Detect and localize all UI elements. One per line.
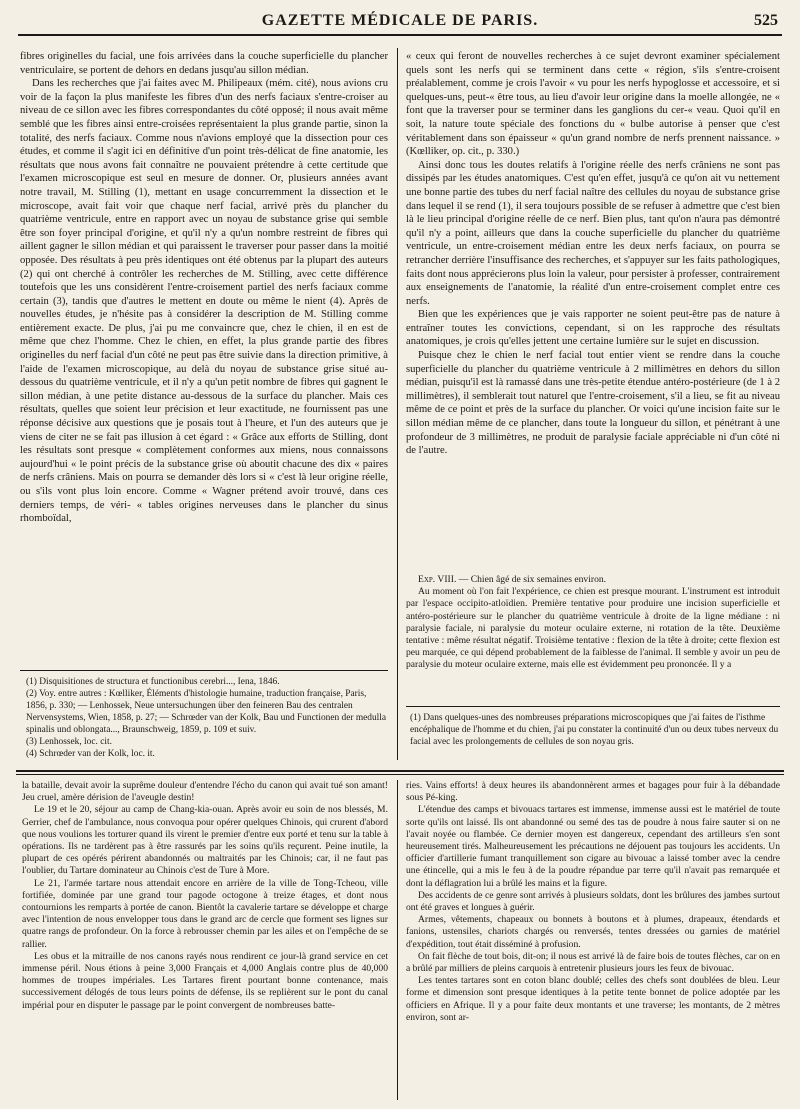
experiment-section <box>406 574 780 694</box>
paragraph: la bataille, devait avoir la suprême douleur d'entendre l'écho du canon qui avait tué son amant! Jeu cruel, amère dérision de l'aveugle destin! <box>22 780 388 804</box>
paragraph: Armes, vêtements, chapeaux ou bonnets à boutons et à plumes, drapeaux, étendards et fanions, ustensiles, chariots chargés ou renversés, tentes dressées ou garnies de matériel d'expédition, tout était disséminé à profusion. <box>406 914 780 950</box>
top-right-column <box>406 50 780 570</box>
paragraph: Le 21, l'armée tartare nous attendait encore en arrière de la ville de Tong-Tcheou, ville fortifiée, dominée par une grand tour pagode octogone à treize étages, et dont nous contournions les remparts à portée de canon. Bientôt la cavalerie tartare se développe et charge avec l'intention de nous envelopper tous dans le grand arc de cercle que forment ses lignes sur quatre rangs de profondeur. On la force à rebrousser chemin par les ailes et on l'empêche de se rallier. <box>22 877 388 950</box>
paragraph: Les tentes tartares sont en coton blanc doublé; celles des chefs sont doublées de bleu. Leur forme et dimension sont presque identiques à la petite tente bonnet de police adoptée par les officiers en Afrique. Il y a pour faite deux montants et une traverse; les montants, de 2 mètres environ, sont ar- <box>406 975 780 1023</box>
top-left-column <box>20 50 388 662</box>
footnote-rule <box>406 706 780 707</box>
paragraph: fibres originelles du facial, une fois arrivées dans la couche superficielle du plancher ventriculaire, se portent de dehors en dedans jusqu'au sillon médian. <box>20 51 388 76</box>
footnote: (1) Disquisitiones de structura et functionibus cerebri..., Iena, 1846. <box>26 677 280 687</box>
paragraph: Le 19 et le 20, séjour au camp de Chang-kia-ouan. Après avoir eu soin de nos blessés, M. Gerrier, chef de l'ambulance, nous convoqua pour opérer quelques Chinois, qui crurent d'abord que nous voulions les torturer quand ils virent le premier d'entre eux porté et tenu sur la table à opérations. Ils ne tardèrent pas à être rassurés par les soins qu'ils reçurent. Peine inutile, la plupart de ces opérés périrent abandonnés ou maltraités par les Chinois; car, il ne faut pas l'oublier, du Tartare dominateur au Chinois c'est de Ture à More. <box>22 804 388 877</box>
feuilleton-rule <box>16 770 784 772</box>
paragraph: Ainsi donc tous les doutes relatifs à l'origine réelle des nerfs crâniens ne sont pas dissipés par les études anatomiques. C'est qu'en effet, jusqu'à ce qu'on ait vu nettement une bonne partie des tubes du nerf facial naître des cellules du noyau de substance grise dans lequel il se rend (1), il sera toujours possible de se refuser à admettre que c'est bien là le lieu principal d'origine réelle de ce nerf. Bien plus, tant qu'on n'aura pas démontré qu'il n'y a point, ailleurs que dans la couche superficielle du plancher du quatrième ventricule, un entre-croisement médian entre les deux nerfs faciaux, on pourra se retrancher derrière l'insuffisance des recherches, et s'appuyer sur les faits pathologiques, faits dont nous apprécierons plus loin la valeur, pour persister à professer, contrairement aux enseignements de l'anatomie, la réalité d'un entre-croisement complet entre ces nerfs. <box>406 159 780 307</box>
footnote: (1) Dans quelques-unes des nombreuses préparations microscopiques que j'ai faites de l'isthme encéphalique de l'homme et du chien, j'ai pu constater la continuité d'un ou deux tubes nerveux du facial avec les prolongements de cellules de son noyau gris. <box>410 713 779 747</box>
footnote: (4) Schrœder van der Kolk, loc. it. <box>26 749 155 759</box>
experiment-heading <box>406 574 780 586</box>
feuilleton-left-column <box>22 780 388 1100</box>
paragraph: Dans les recherches que j'ai faites avec M. Philipeaux (mém. cité), nous avions cru voir de la façon la plus manifeste les fibres d'un des nerfs faciaux s'entre-croiser au niveau de ce sillon avec les fibres correspondantes du côté opposé; il nous avait même semblé que les fibres ainsi entre-croisées représentaient la plus grande partie, sinon la totalité, des nerfs faciaux. Comme nous n'avions employé que la dissection pour ces études, et comme il s'agit ici en définitive d'un point très-délicat de fine anatomie, les résultats que nous avons fait connaître ne pouvaient prétendre à cette certitude que l'examen microscopique est seul en mesure de donner. Or, plusieurs années avant notre travail, M. Stilling (1), mettant en usage concurremment la dissection et le microscope, avait fait voir que chaque nerf facial, arrivé près du plancher du quatrième ventricule, entre en rapport avec un noyau de substance grise qui semble être son foyer principal d'origine, et qu'il n'y a qu'un nombre restreint de fibres qui aillent gagner le sillon médian et qui paraissent le traverser pour passer dans la moitié opposée. Des résultats à peu près identiques ont été obtenus par la plupart des auteurs (2) qui ont cherché à contrôler les recherches de M. Stilling, avec cette différence toutefois que les uns considèrent l'entre-croisement partiel des nerfs faciaux comme certain (3), tandis que d'autres le mettent en doute ou même le nient (4). Après de nouvelles études, je n'hésite pas à considérer la description de M. Stilling comme entièrement exacte. De plus, j'ai pu me convaincre que, chez le chien, il en est de même que chez l'homme. Chez le chien, en effet, la plus grande partie des fibres originelles du nerf facial d'un côté ne peut pas être suivie dans la direction primitive, à l'aide de l'examen microscopique, au delà du noyau de substance grise situé au-dessous du quatrième ventricule, et il n'y a qu'un petit nombre de fibres qui gagnent le sillon médian, à une petite distance au-dessous de la surface du plancher. Mais ces résultats, quelles que soient leur précision et leur exactitude, ne fournissent pas une réponse décisive aux questions que je posais tout à l'heure, et l'un des auteurs que je viens de citer ne se fait pas illusion à cet égard : « Grâce aux efforts de Stilling, dont les résultats sont presque « complètement conformes aux miens, nous connaissons aujourd'hui « le point précis de la substance grise où aboutit chacune des dix « paires de nerfs crâniens. Mais on pourra se demander dès lors si « c'est là leur origine réelle, ou s'ils vont plus loin encore. Comme « Wagner prétend avoir trouvé, dans ces derniers temps, de véri- « tables origines nerveuses dans le plancher du sinus rhomboïdal, <box>20 78 388 525</box>
footnotes-right <box>410 712 780 764</box>
paragraph: « ceux qui feront de nouvelles recherches à ce sujet devront examiner spécialement quels sont les nerfs qui se terminent dans cette « région, s'ils s'entre-croisent préalablement, comme je crois l'avoir « vu pour les nerfs hypoglosse et accessoire, et si quelques-uns, peut-« être tous, au lieu d'avoir leur origine dans la moelle allongée, ne « font que la traverser pour se terminer dans les ganglions du cer-« veau. Quoi qu'il en soit, la nature toute spéciale des fonctions du « bulbe autorise à penser que c'est véritablement dans son épaisseur « qu'un grand nombre de nerfs prennent naissance. » (Kœlliker, op. cit., p. 330.) <box>406 51 780 158</box>
footnote-rule <box>20 670 388 671</box>
paragraph: Les obus et la mitraille de nos canons rayés nous rendirent ce jour-là grand service en cet immense péril. Nous étions à peine 3,000 Français et 4,000 Anglais contre plus de 40,000 hommes de troupes impériales. Les Tartares firent pourtant bonne contenance, mais successivement délogés de tous leurs points de défense, ils se replièrent sur le pont du canal impérial pour en disputer le passage par le point convergent de nombreuses batte- <box>22 950 388 1011</box>
page-header <box>18 12 782 36</box>
paragraph: ries. Vains efforts! à deux heures ils abandonnèrent armes et bagages pour fuir à la débandade sous Pé-king. <box>406 780 780 804</box>
paragraph: On fait flèche de tout bois, dit-on; il nous est arrivé là de faire bois de toutes flèches, car on en a brûlé par milliers de pleins carquois à entretenir plusieurs jours les feux de bivouac. <box>406 950 780 975</box>
column-separator <box>397 48 398 760</box>
footnote: (2) Voy. entre autres : Kœlliker, Éléments d'histologie humaine, traduction française, Paris, 1856, p. 330; — Lenhossek, Neue untersuchungen über den feineren Bau des centralen Nervensystems, Wien, 1858, p. 27; — Schrœder van der Kolk, Bau und Functionen der medulla spinalis und oblongata..., Braunschweig, 1859, p. 109 et suiv. <box>26 689 387 735</box>
experiment-label: Exp. VIII. <box>418 574 457 585</box>
paragraph: Bien que les expériences que je vais rapporter ne soient peut-être pas de nature à entraîner toutes les convictions, cependant, si on les rapproche des résultats anatomiques, je crois qu'elles jettent une certaine lumière sur le sujet en discussion. <box>406 309 780 348</box>
experiment-title: — Chien âgé de six semaines environ. <box>456 574 607 585</box>
page-number: 525 <box>754 12 778 29</box>
paragraph: Au moment où l'on fait l'expérience, ce chien est presque mourant. L'instrument est introduit par l'espace occipito-atloïdien. Première tentative pour produire une incision superficielle et antéro-postérieure sur le plancher du quatrième ventricule à droite de la ligne médiane : ni paralysie faciale, ni paralysie du moteur oculaire externe, ni rotation de la tête. Deuxième tentative : même résultat négatif. Troisième tentative : flexion de la tête à droite; cette flexion est peu marquée, ce qui dépend probablement de la faiblesse de l'animal. Il semble y avoir un peu de paralysie du moteur oculaire externe, mais elle est évidemment peu prononcée. Il y a <box>406 586 780 671</box>
footnotes-left <box>26 676 388 766</box>
paragraph: Puisque chez le chien le nerf facial tout entier vient se rendre dans la couche superficielle du plancher du quatrième ventricule à 2 millimètres en dehors du sillon médian, puisqu'il est là ramassé dans une très-petite étendue antéro-postérieure (de 1 à 2 millimètres), il semblerait tout naturel que l'entre-croisement, s'il a lieu, se fit au niveau même de ce point et près de la surface du plancher. Or voici qu'une incision faite sur le sillon médian même de ce plancher, dans toute la longueur du sillon, et pénétrant à une profondeur de 3 millimètres, ne produit de paralysie faciale appréciable ni d'un côté ni de l'autre. <box>406 350 780 457</box>
paragraph: L'étendue des camps et bivouacs tartares est immense, immense aussi est le matériel de toute sorte qu'ils ont laissé. Ils ont abandonné ou semé des tas de poudre à nous faire sauter si on ne l'avait noyée ou flambée. Ce dernier moyen est dangereux, cependant des artilleurs s'en sont heureusement tirés. Malheureusement les précautions ne déjouent pas toujours les accidents. Un officier d'artillerie fumant tranquillement son cigare au bivouac a laissé tomber avec la cendre une étincelle, qui a mis le feu à de la poudre répandue par terre qu'il n'avait pas remarquée et dont la déflagration lui a brûlé les mains et la figure. <box>406 804 780 889</box>
column-separator <box>397 780 398 1100</box>
footnote: (3) Lenhossek, loc. cit. <box>26 737 112 747</box>
journal-title: GAZETTE MÉDICALE DE PARIS. <box>261 12 539 29</box>
feuilleton-right-column <box>406 780 780 1100</box>
paragraph: Des accidents de ce genre sont arrivés à plusieurs soldats, dont les brûlures des jambes surtout ont été graves et longues à guérir. <box>406 889 780 914</box>
feuilleton-rule-thin <box>16 774 784 775</box>
